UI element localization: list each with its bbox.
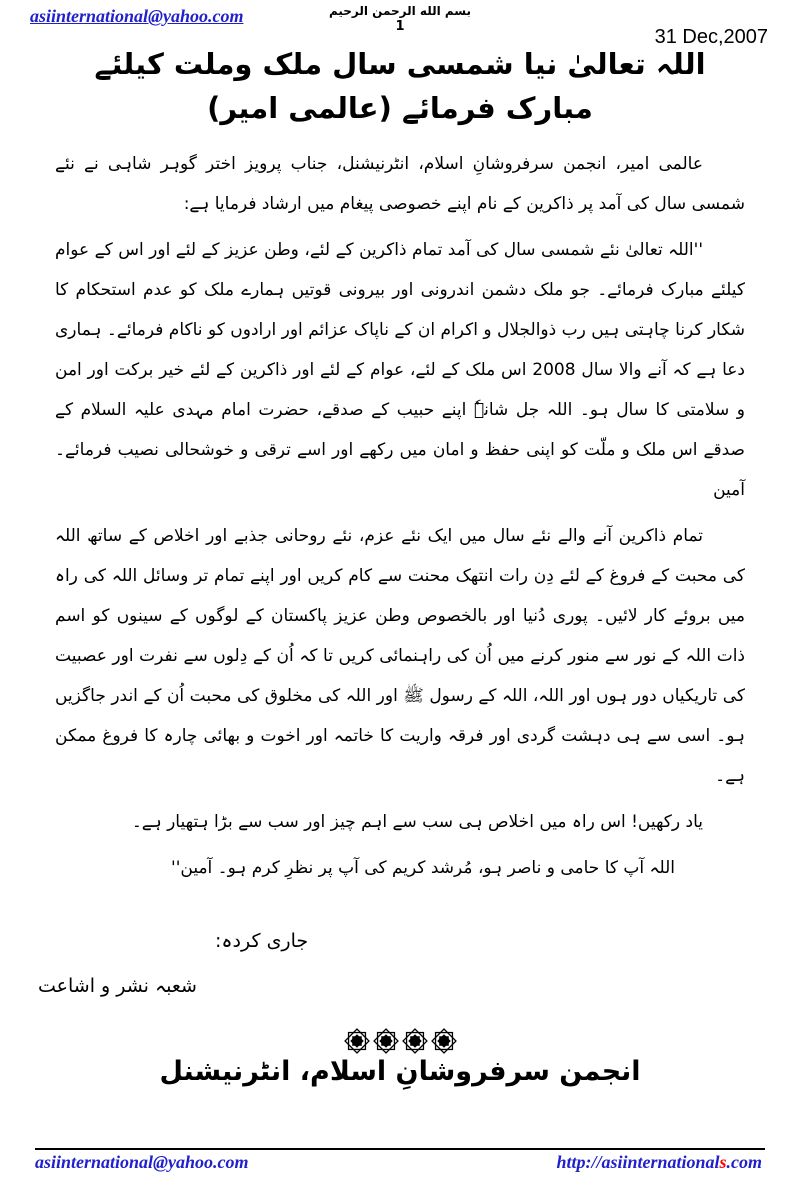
page-title: اللہ تعالیٰ نیا شمسی سال ملک وملت کیلئے مبارک فرمائے (عالمی امیر) bbox=[94, 47, 706, 125]
star-flower-icon bbox=[344, 1028, 370, 1054]
organization-name: انجمن سرفروشانِ اسلام، انٹرنیشنل bbox=[159, 1056, 641, 1087]
website-red-letter: s bbox=[719, 1152, 727, 1172]
message-paragraph-2: تمام ذاکرین آنے والے نئے سال میں ایک نئے عزم، نئے روحانی جذبے اور اخلاص کے ساتھ اللہ کی محبت کے فروغ کے لئے دِن رات انتھک محنت سے کام کریں اور اپنے تمام تر وسائل اللہ کی راہ میں بروئے کار لائیں۔ پوری دُنیا اور بالخصوص وطن عزیز پاکستان کے لوگوں کے سینوں کو اسم ذات اللہ کے نور سے منور کرنے میں اُن کی راہنمائی کریں تا کہ اُن کے دِلوں سے نفرت اور عصبیت کی تاریکیاں دور ہوں اور اللہ، اللہ کے رسول ﷺ اور اللہ کی مخلوق کی محبت اُن کے اندر جاگزیں ہو۔ اسی سے ہی دہشت گردی اور فرقہ واریت کا خاتمہ اور اخوت و بھائی چارہ کا فروغ ممکن ہے۔ bbox=[55, 526, 745, 786]
star-flower-icon bbox=[373, 1028, 399, 1054]
star-flower-icon bbox=[402, 1028, 428, 1054]
message-paragraph-3: یاد رکھیں! اس راہ میں اخلاص ہی سب سے اہم چیز اور سب سے بڑا ہتھیار ہے۔ bbox=[131, 812, 703, 832]
footer-email-link[interactable]: asiinternational@yahoo.com bbox=[35, 1152, 249, 1172]
message-paragraph-1: ''اللہ تعالیٰ نئے شمسی سال کی آمد تمام ذاکرین کے لئے، وطن عزیز کے لئے اور اس کے عوام کیلئے مبارک فرمائے۔ جو ملک دشمن اندرونی اور بیرونی قوتیں ہمارے ملک کو عدم استحکام کا شکار کرنا چاہتی ہیں رب ذوالجلال و اکرام ان کے ناپاک عزائم اور ارادوں کو ناکام فرمائے۔ ہماری دعا ہے کہ آنے والا سال 2008 اس ملک کے لئے، عوام کے لئے اور ذاکرین کے لئے خیر برکت اور امن و سلامتی کا سال ہو۔ اللہ جل شانہٗ اپنے حبیب کے صدقے، حضرت امام مہدی علیہ السلام کے صدقے اس ملک و ملّت کو اپنی حفظ و امان میں رکھے اور اسے ترقی و خوشحالی نصیب فرمائے۔ آمین bbox=[55, 240, 745, 500]
ornament-row bbox=[0, 1028, 800, 1054]
star-flower-icon bbox=[431, 1028, 457, 1054]
document-body bbox=[55, 42, 745, 888]
document-date: 31 Dec,2007 bbox=[654, 26, 768, 48]
footer-website-link[interactable] bbox=[556, 1152, 762, 1173]
website-prefix: http://asiinternational bbox=[556, 1152, 720, 1172]
issued-by-label: جاری کردہ: bbox=[215, 930, 309, 952]
header-email-link[interactable]: asiinternational@yahoo.com bbox=[30, 6, 244, 26]
website-suffix: .com bbox=[726, 1152, 762, 1172]
closing-benediction: اللہ آپ کا حامی و ناصر ہو، مُرشد کریم کی آپ پر نظرِ کرم ہو۔ آمین'' bbox=[171, 858, 675, 878]
page-number: 1 bbox=[395, 19, 405, 34]
footer-divider bbox=[35, 1148, 765, 1150]
publishing-department: شعبہ نشر و اشاعت bbox=[38, 975, 197, 997]
intro-paragraph: عالمی امیر، انجمن سرفروشانِ اسلام، انٹرنیشنل، جناب پرویز اختر گوہر شاہی نے نئے شمسی سال کی آمد پر ذاکرین کے نام اپنے خصوصی پیغام میں ارشاد فرمایا ہے: bbox=[55, 154, 745, 214]
bismillah-text: بسم الله الرحمن الرحيم bbox=[328, 4, 472, 18]
